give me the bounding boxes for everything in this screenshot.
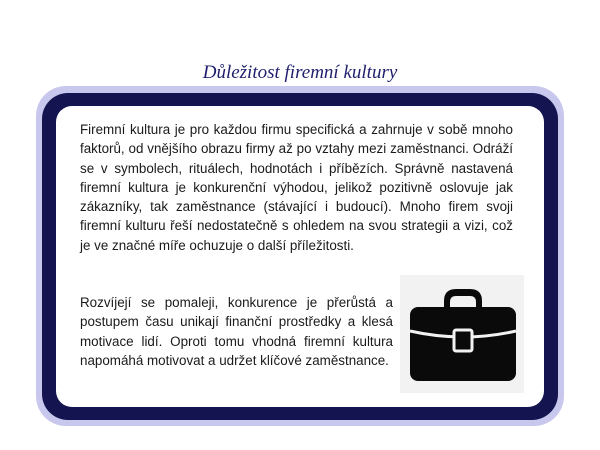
slide-title: Důležitost firemní kultury (202, 62, 398, 83)
text-block (80, 120, 513, 255)
briefcase-image (400, 275, 524, 393)
paragraph-bottom: Rozvíjejí se pomaleji, konkurence je přerůstá a postupem času unikají finanční prostředky a klesá motivace lidí. Oproti tomu vhodná firemní kultura napomáhá motivovat a udržet klíčové zaměstnance. (80, 295, 393, 368)
briefcase-icon (400, 275, 524, 393)
paragraph-top: Firemní kultura je pro každou firmu specifická a zahrnuje v sobě mnoho faktorů, od vnějšího obrazu firmy až po vztahy mezi zaměstnanci. Odráží se v symbolech, rituálech, hodnotách i příbězích. Správně nastavená firemní kultura je konkurenční výhodou, jelikož pozitivně oslovuje jak zákazníky, tak zaměstnance (stávající i budoucí). Mnoho firem svoji firemní kulturu řeší nedostatečně s ohledem na svou strategii a vizi, což je ve značné míře ochuzuje o další příležitosti. (80, 122, 513, 253)
